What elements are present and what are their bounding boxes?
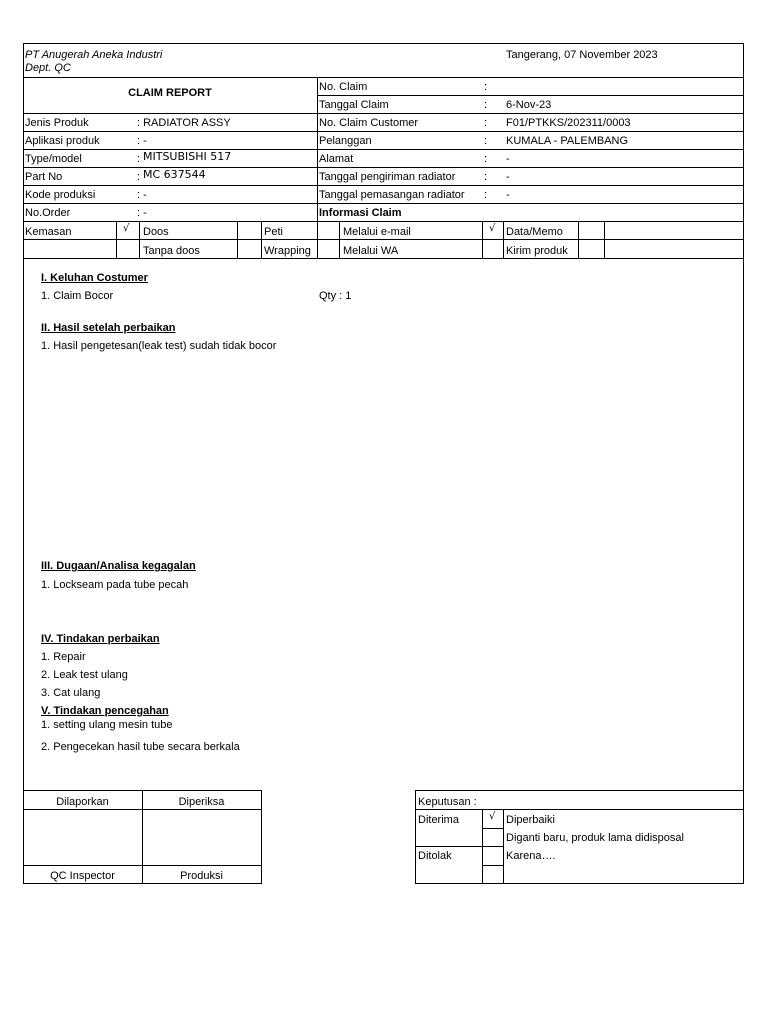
grid-line <box>482 809 483 884</box>
grid-line <box>743 790 744 884</box>
grid-line <box>482 221 483 259</box>
grid-line <box>482 828 504 829</box>
tgl-pemasangan-value: - <box>506 189 510 201</box>
section-4-title: IV. Tindakan perbaikan <box>41 633 160 645</box>
grid-line <box>23 149 744 150</box>
colon: : <box>137 171 141 183</box>
grid-line <box>23 239 744 240</box>
kirim-produk-option: Kirim produk <box>506 245 568 257</box>
kemasan-label: Kemasan <box>25 226 72 238</box>
no-claim-label: No. Claim <box>319 81 368 93</box>
grid-line <box>261 790 262 884</box>
diperiksa-label: Diperiksa <box>178 796 225 808</box>
department: Dept. QC <box>25 62 71 74</box>
grid-line <box>317 77 318 259</box>
section-1-item: 1. Claim Bocor <box>41 290 114 302</box>
part-no-label: Part No <box>25 171 63 183</box>
section-3-item: 1. Lockseam pada tube pecah <box>41 579 189 591</box>
section-2-title: II. Hasil setelah perbaikan <box>41 322 176 334</box>
grid-line <box>503 221 504 259</box>
no-claim-customer-label: No. Claim Customer <box>319 117 419 129</box>
colon: : <box>484 99 488 111</box>
alamat-label: Alamat <box>319 153 354 165</box>
place-date: Tangerang, 07 November 2023 <box>506 49 658 61</box>
grid-line <box>415 790 744 791</box>
grid-line <box>23 77 744 78</box>
grid-line <box>139 221 140 259</box>
no-order-label: No.Order <box>25 207 71 219</box>
jenis-produk-value: : RADIATOR ASSY <box>137 117 231 129</box>
kode-produksi-value: : - <box>137 189 147 201</box>
melalui-email-option: Melalui e-mail <box>343 226 411 238</box>
tgl-pengiriman-label: Tanggal pengiriman radiator <box>319 171 456 183</box>
dilaporkan-label: Dilaporkan <box>56 796 109 808</box>
grid-line <box>503 809 504 884</box>
grid-line <box>23 131 744 132</box>
colon: : <box>484 171 488 183</box>
data-memo-option: Data/Memo <box>506 226 563 238</box>
company-name: PT Anugerah Aneka Industri <box>25 49 163 61</box>
melalui-wa-option: Melalui WA <box>343 245 399 257</box>
aplikasi-produk-label: Aplikasi produk <box>25 135 100 147</box>
part-no-value: MC 637544 <box>143 168 206 181</box>
type-model-value: MITSUBISHI 517 <box>143 150 232 163</box>
check-mark-icon: √ <box>123 223 130 234</box>
ditolak-label: Ditolak <box>418 850 452 862</box>
type-model-label: Type/model <box>25 153 82 165</box>
produksi-label: Produksi <box>180 870 223 882</box>
grid-line <box>23 185 744 186</box>
tanpa-doos-option: Tanpa doos <box>143 245 200 257</box>
colon: : <box>484 117 488 129</box>
colon: : <box>484 189 488 201</box>
grid-line <box>23 113 744 114</box>
grid-line <box>116 221 117 259</box>
qc-inspector-label: QC Inspector <box>50 870 115 882</box>
pelanggan-value: KUMALA - PALEMBANG <box>506 135 629 147</box>
diganti-label: Diganti baru, produk lama didisposal <box>506 832 684 844</box>
outer-border-top <box>23 43 744 44</box>
tanggal-claim-value: 6-Nov-23 <box>506 99 552 111</box>
tgl-pengiriman-value: - <box>506 171 510 183</box>
grid-line <box>578 221 579 259</box>
check-mark-icon: √ <box>489 811 496 822</box>
doos-option: Doos <box>143 226 169 238</box>
colon: : <box>484 81 488 93</box>
kode-produksi-label: Kode produksi <box>25 189 96 201</box>
tanggal-claim-label: Tanggal Claim <box>319 99 389 111</box>
grid-line <box>415 790 416 884</box>
grid-line <box>339 221 340 259</box>
grid-line <box>415 883 744 884</box>
diperbaiki-label: Diperbaiki <box>506 814 555 826</box>
section-4-item: 2. Leak test ulang <box>41 669 128 681</box>
grid-line <box>23 258 744 259</box>
grid-line <box>23 203 744 204</box>
informasi-claim-label: Informasi Claim <box>319 207 402 219</box>
no-claim-customer-value: F01/PTKKS/202311/0003 <box>506 117 631 129</box>
section-2-item: 1. Hasil pengetesan(leak test) sudah tidak bocor <box>41 340 277 352</box>
outer-border-right <box>743 43 744 791</box>
pelanggan-label: Pelanggan <box>319 135 372 147</box>
alamat-value: - <box>506 153 510 165</box>
grid-line <box>317 95 744 96</box>
section-5-item: 2. Pengecekan hasil tube secara berkala <box>41 741 240 753</box>
colon: : <box>484 135 488 147</box>
grid-line <box>415 846 504 847</box>
diterima-label: Diterima <box>418 814 459 826</box>
keputusan-label: Keputusan : <box>418 796 477 808</box>
jenis-produk-label: Jenis Produk <box>25 117 89 129</box>
section-1-title: I. Keluhan Costumer <box>41 272 148 284</box>
colon: : <box>137 153 141 165</box>
section-4-item: 1. Repair <box>41 651 86 663</box>
grid-line <box>23 221 744 222</box>
peti-option: Peti <box>264 226 283 238</box>
grid-line <box>23 167 744 168</box>
tgl-pemasangan-label: Tanggal pemasangan radiator <box>319 189 465 201</box>
grid-line <box>482 865 504 866</box>
grid-line <box>415 809 744 810</box>
aplikasi-produk-value: : - <box>137 135 147 147</box>
karena-label: Karena…. <box>506 850 556 862</box>
section-4-item: 3. Cat ulang <box>41 687 101 699</box>
section-5-item: 1. setting ulang mesin tube <box>41 719 173 731</box>
section-3-title: III. Dugaan/Analisa kegagalan <box>41 560 196 572</box>
colon: : <box>484 153 488 165</box>
check-mark-icon: √ <box>489 223 496 234</box>
quantity: Qty : 1 <box>319 290 352 302</box>
page-title: CLAIM REPORT <box>128 87 212 99</box>
grid-line <box>604 221 605 259</box>
grid-line <box>261 221 262 259</box>
grid-line <box>237 221 238 259</box>
outer-border-left <box>23 43 24 884</box>
wrapping-option: Wrapping <box>264 245 311 257</box>
no-order-value: : - <box>137 207 147 219</box>
section-5-title: V. Tindakan pencegahan <box>41 705 169 717</box>
